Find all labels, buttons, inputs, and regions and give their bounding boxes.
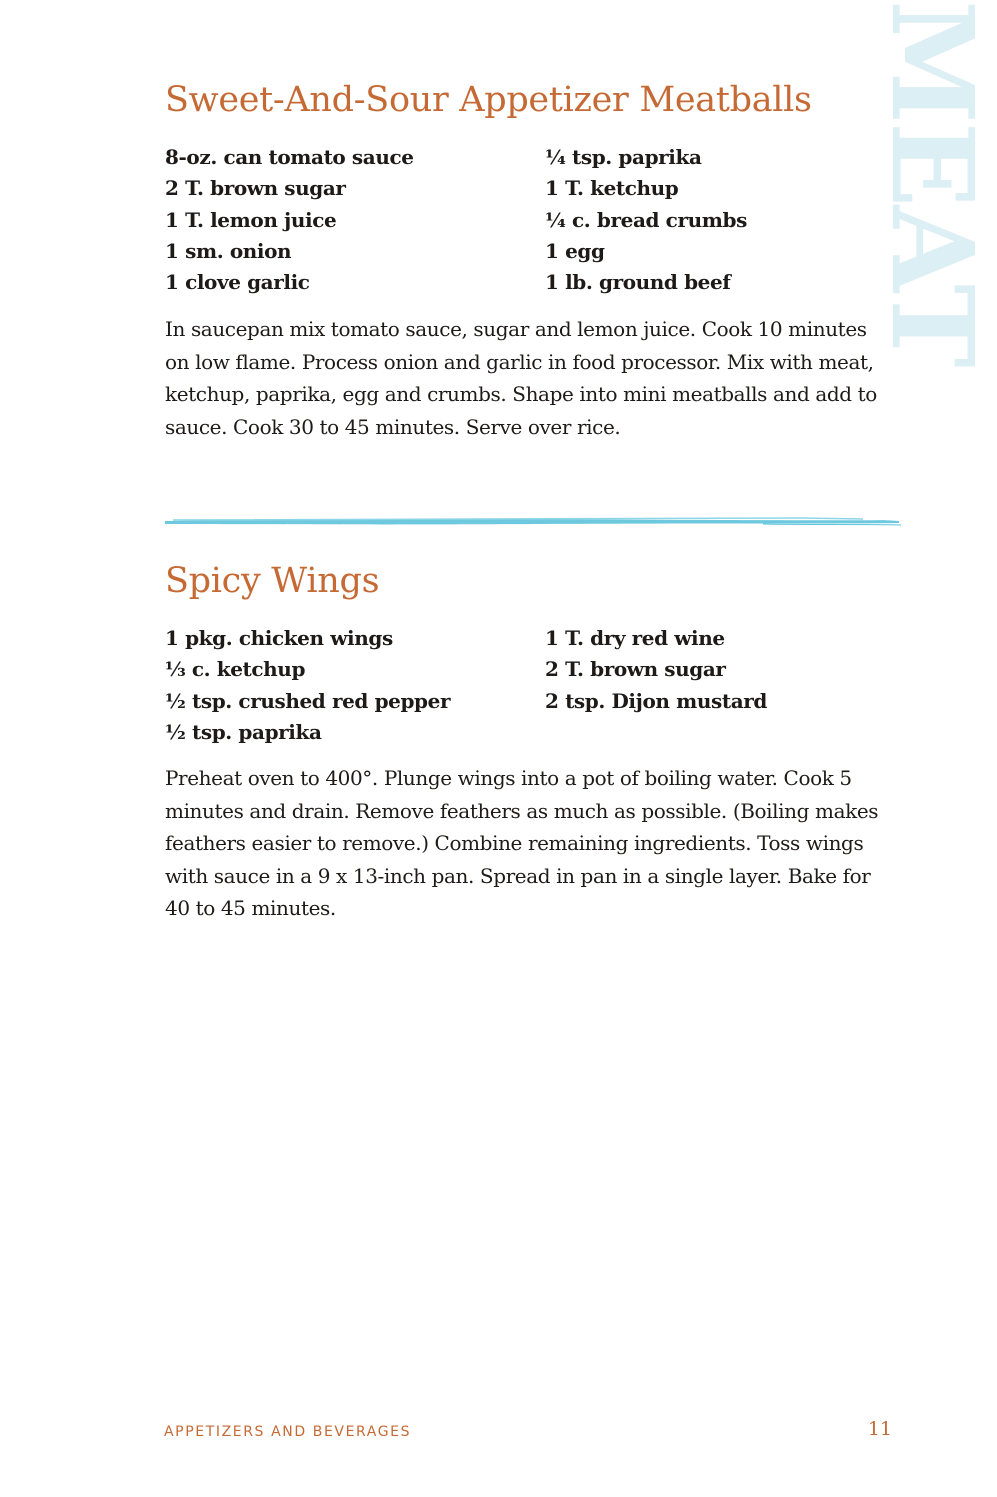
ingredients-column-right [545,142,885,298]
recipe-title: Spicy Wings [165,561,380,601]
ingredients-column-right [545,623,885,748]
ingredient-item: 8-oz. can tomato sauce [165,145,414,169]
recipe-instructions: Preheat oven to 400°. Plunge wings into a pot of boiling water. Cook 5 minutes and drain. Remove feathers as much as possible. (Boiling makes feathers easier to remove.) Combine remaining ingredients. Toss wings with sauce in a 9 x 13-inch pan. Spread in pan in a single layer. Bake for 40 to 45 minutes. [165,766,879,920]
ingredient-item: 1 pkg. chicken wings [165,626,393,650]
ingredient-item: 2 T. brown sugar [545,657,726,682]
ingredient-item: 2 tsp. Dijon mustard [545,688,767,713]
ingredient-item: ⅓ c. ketchup [165,657,306,682]
ingredients-list [165,623,885,748]
ingredients-column-left [165,623,545,748]
ingredient-item: 1 egg [545,238,605,263]
ingredient-item: 2 T. brown sugar [165,176,346,201]
ingredient-item: 1 sm. onion [165,238,292,263]
footer-section-title: APPETIZERS AND BEVERAGES [164,1424,412,1440]
ingredient-item: 1 T. lemon juice [165,207,337,232]
ingredient-item: ¼ tsp. paprika [545,145,702,169]
side-tab-label: MEAT [866,0,997,366]
section-side-tab [866,0,997,400]
recipe-title: Sweet-And-Sour Appetizer Meatballs [165,80,812,120]
ingredient-item: ½ tsp. paprika [165,719,322,744]
ingredient-item: 1 T. ketchup [545,176,679,201]
ingredient-item: ½ tsp. crushed red pepper [165,688,451,713]
section-divider [163,512,903,530]
ingredient-item: 1 clove garlic [165,270,310,295]
page-number: 11 [867,1418,892,1440]
ingredients-list [165,142,885,298]
ingredients-column-left [165,142,545,298]
ingredient-item: ¼ c. bread crumbs [545,207,747,232]
ingredient-item: 1 T. dry red wine [545,626,725,650]
ingredient-item: 1 lb. ground beef [545,270,731,295]
recipe-instructions: In saucepan mix tomato sauce, sugar and lemon juice. Cook 10 minutes on low flame. Process onion and garlic in food processor. Mix with meat, ketchup, paprika, egg and crumbs. Shape into mini meatballs and add to sauce. Cook 30 to 45 minutes. Serve over rice. [165,317,877,439]
